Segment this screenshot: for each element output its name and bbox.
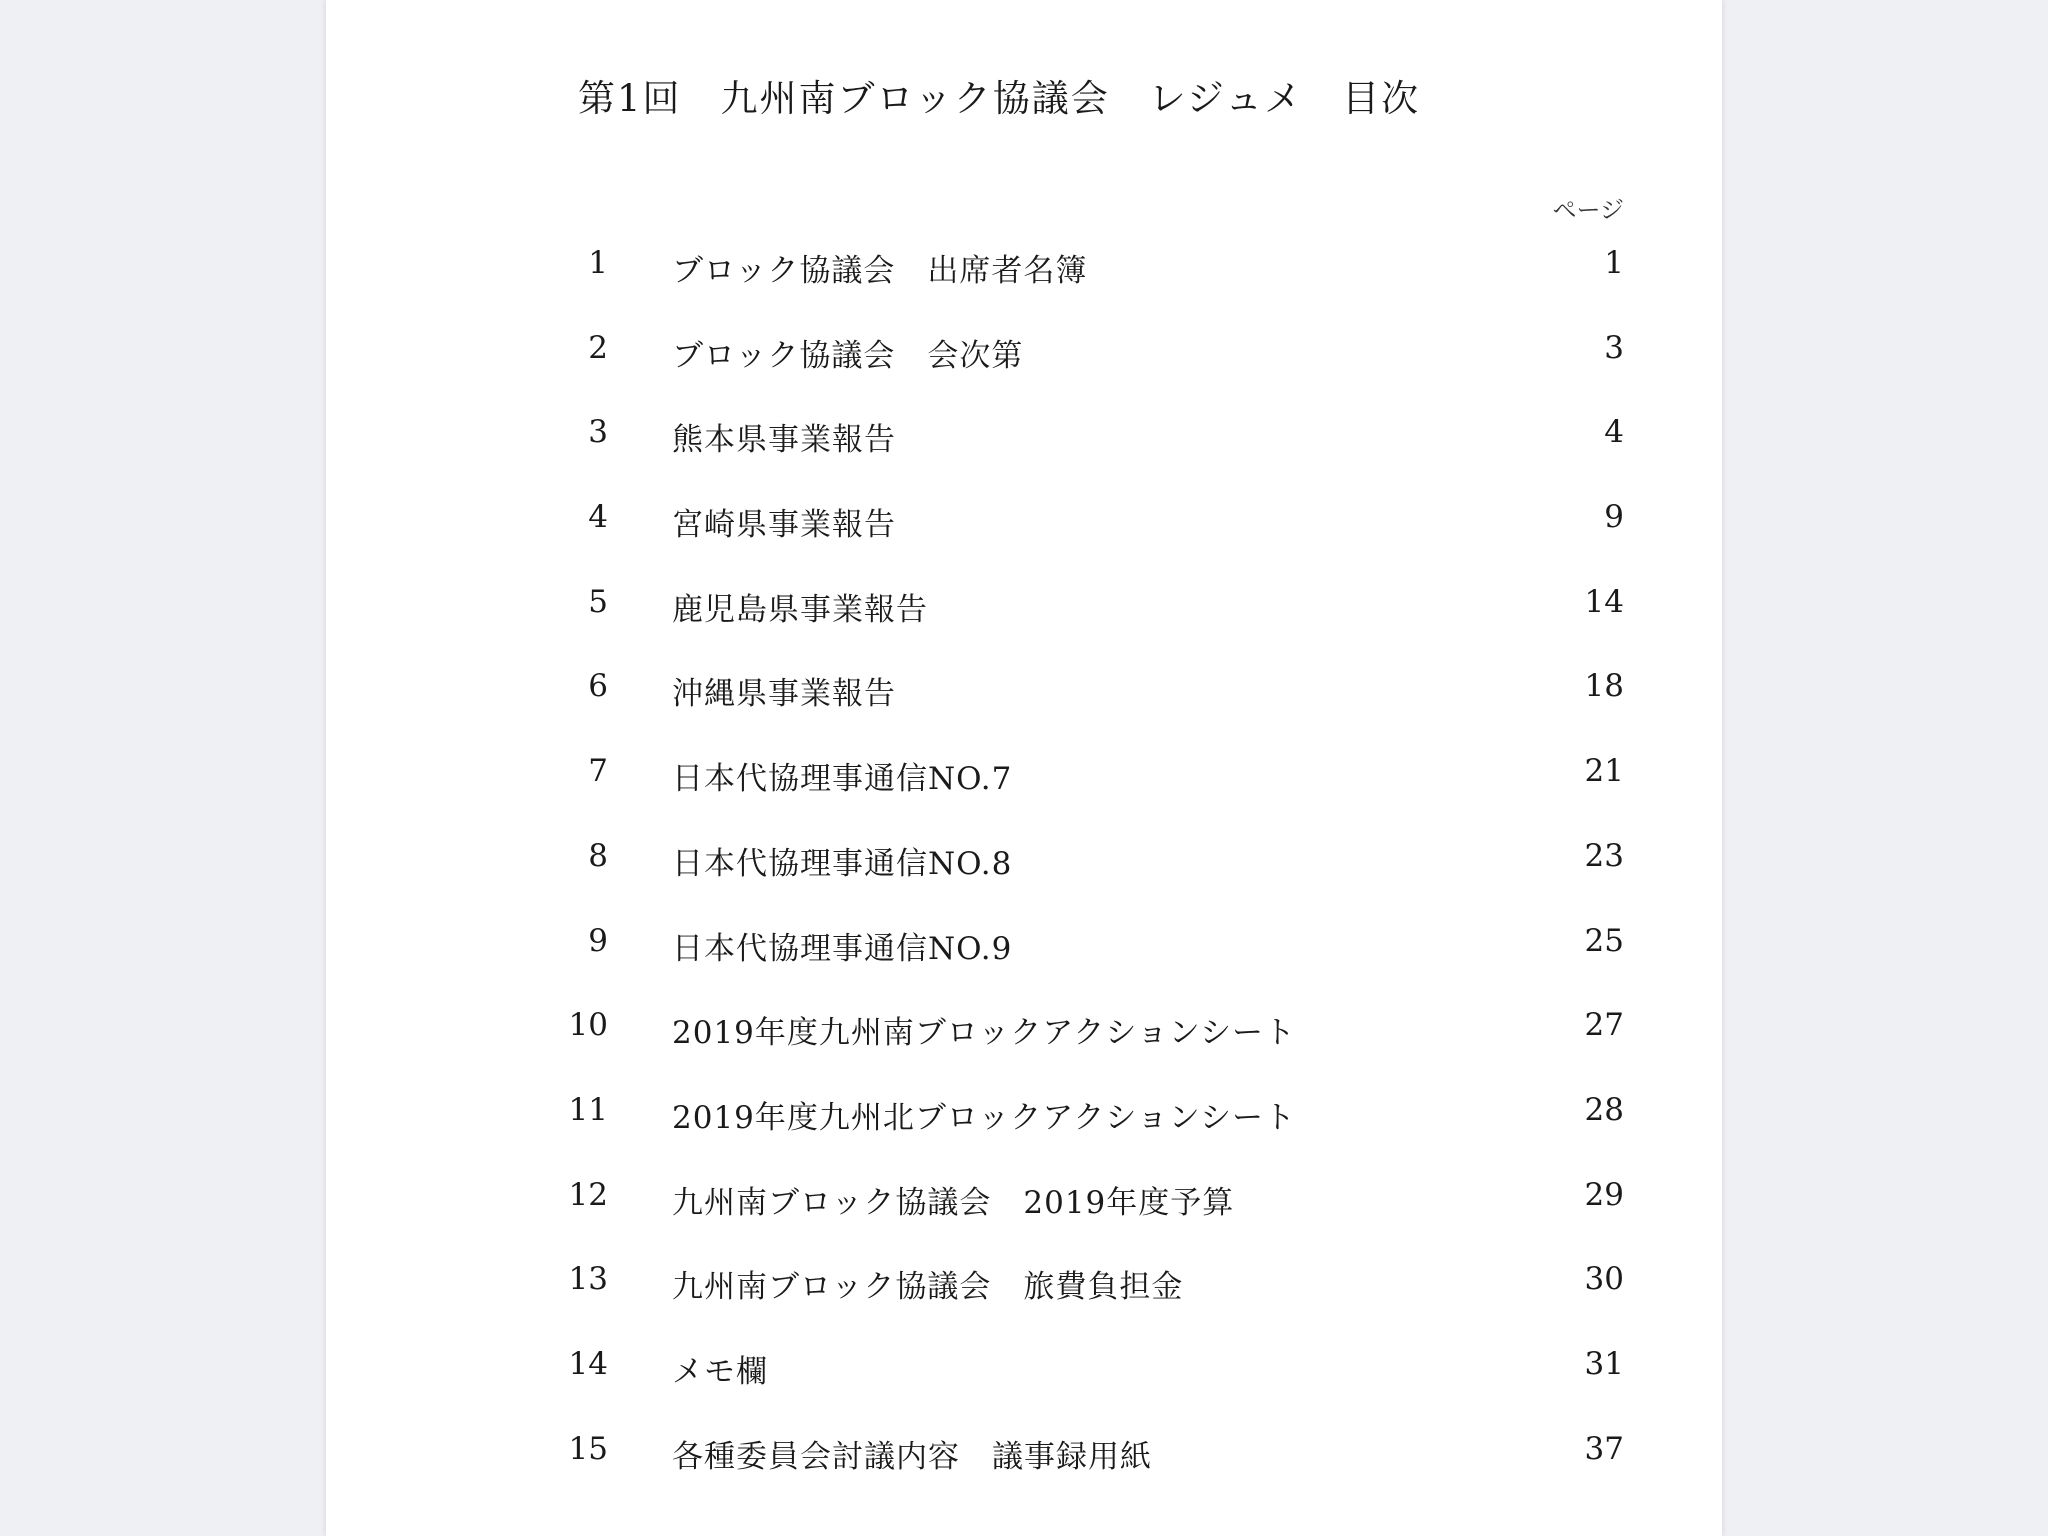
toc-entry-title: 2019年度九州北ブロックアクションシート: [672, 1099, 1296, 1136]
toc-entry: [556, 330, 1624, 415]
toc-entry-number: 10: [568, 1007, 608, 1044]
toc-entry-title: メモ欄: [672, 1353, 768, 1390]
toc-entry-title: 熊本県事業報告: [672, 422, 896, 459]
toc-entry-number: 12: [568, 1176, 608, 1213]
toc-entry-page: 28: [1584, 1091, 1624, 1128]
toc-entry-number: 9: [588, 922, 608, 959]
toc-entry: [556, 753, 1624, 838]
toc-entry: [556, 1261, 1624, 1346]
toc-entry-page: 29: [1584, 1176, 1624, 1213]
document-title: 第1回 九州南ブロック協議会 レジュメ 目次: [578, 77, 1421, 120]
toc-entry: [556, 1346, 1624, 1431]
toc-entry: [556, 923, 1624, 1008]
toc-entry: [556, 838, 1624, 923]
toc-entry-number: 14: [568, 1345, 608, 1382]
toc-entry-title: 九州南ブロック協議会 2019年度予算: [672, 1184, 1235, 1221]
toc-entry-page: 27: [1584, 1007, 1624, 1044]
toc-entry-number: 11: [568, 1091, 608, 1128]
toc-entry-number: 8: [588, 837, 608, 874]
toc-entry: [556, 1431, 1624, 1516]
toc-entry-page: 4: [1604, 414, 1624, 451]
toc-entry: [556, 499, 1624, 584]
toc-entry-number: 1: [588, 245, 608, 281]
toc-entry-title: 2019年度九州南ブロックアクションシート: [672, 1015, 1296, 1052]
toc-entry-number: 13: [568, 1261, 608, 1298]
toc-entry-page: 1: [1604, 245, 1624, 281]
toc-entry-page: 3: [1604, 329, 1624, 366]
toc-entry-number: 2: [588, 329, 608, 366]
page-column-label: ページ: [1552, 196, 1624, 224]
toc-entry-number: 3: [588, 414, 608, 451]
toc-entry-page: 23: [1584, 837, 1624, 874]
toc-entry-page: 31: [1584, 1345, 1624, 1382]
toc-entry-number: 5: [588, 583, 608, 620]
toc-entry-title: 日本代協理事通信NO.7: [672, 761, 1013, 798]
toc-entry: [556, 1092, 1624, 1177]
toc-entry-number: 4: [588, 499, 608, 536]
document-page: [326, 0, 1722, 1536]
toc-entry-page: 14: [1584, 583, 1624, 620]
toc-entry: [556, 245, 1624, 330]
toc-entry: [556, 668, 1624, 753]
toc-entry-title: ブロック協議会 出席者名簿: [672, 253, 1088, 289]
toc-entry-title: 各種委員会討議内容 議事録用紙: [672, 1438, 1152, 1475]
toc-entry: [556, 414, 1624, 499]
toc-entry-title: 九州南ブロック協議会 旅費負担金: [672, 1269, 1184, 1306]
toc-entry-title: 鹿児島県事業報告: [672, 591, 928, 628]
toc-entry: [556, 1007, 1624, 1092]
toc-entry: [556, 1177, 1624, 1262]
toc-entry-page: 21: [1584, 753, 1624, 790]
toc-entry-title: 宮崎県事業報告: [672, 507, 896, 544]
toc-entry-number: 6: [588, 668, 608, 705]
toc-entry-page: 30: [1584, 1261, 1624, 1298]
toc-entry-title: 沖縄県事業報告: [672, 676, 896, 713]
table-of-contents: [556, 245, 1624, 1515]
toc-entry-title: ブロック協議会 会次第: [672, 337, 1024, 374]
toc-entry-number: 7: [588, 753, 608, 790]
toc-entry-page: 18: [1584, 668, 1624, 705]
toc-entry-title: 日本代協理事通信NO.9: [672, 930, 1013, 967]
toc-entry-page: 37: [1584, 1430, 1624, 1467]
toc-entry-title: 日本代協理事通信NO.8: [672, 845, 1013, 882]
toc-entry-number: 15: [568, 1430, 608, 1467]
toc-entry-page: 25: [1584, 922, 1624, 959]
toc-entry-page: 9: [1604, 499, 1624, 536]
toc-entry: [556, 584, 1624, 669]
